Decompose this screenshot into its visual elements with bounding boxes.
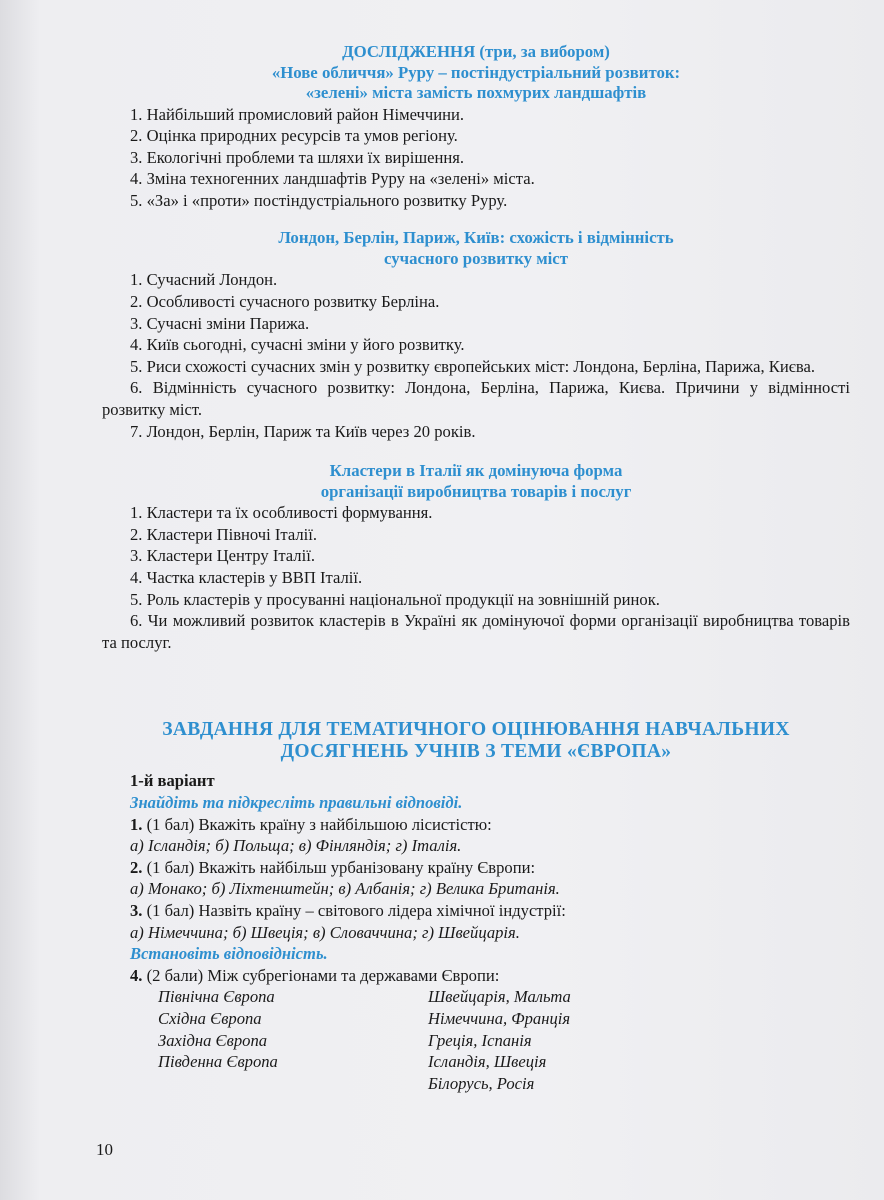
subregion-item: Північна Європа [158,987,275,1007]
variant-label: 1-й варіант [130,771,215,791]
question-1-answers: а) Ісландія; б) Польща; в) Фінляндія; г) Італія. [130,836,462,856]
list-item: 3. Екологічні проблеми та шляхи їх вирішення. [130,147,465,167]
list-item: 5. Риси схожості сучасних змін у розвитку європейських міст: Лондона, Берліна, Парижа, Києва. [130,356,815,376]
subregion-item: Східна Європа [158,1008,262,1028]
countries-item: Швейцарія, Мальта [428,987,571,1007]
title-line: Лондон, Берлін, Париж, Київ: схожість і відмінність [278,228,674,248]
question-2-answers: а) Монако; б) Ліхтенштейн; в) Албанія; г) Велика Британія. [130,879,560,899]
title-line: сучасного розвитку міст [383,248,568,268]
subregion-item: Південна Європа [158,1052,278,1072]
list-item: 4. Частка кластерів у ВВП Італії. [130,568,363,587]
list-item: 6. Відмінність сучасного розвитку: Лондона, Берліна, Парижа, Києва. Причини у відмінності розвитку міст. [102,378,850,420]
title-line: організації виробництва товарів і послуг [320,481,632,501]
section-clusters-title [102,461,850,502]
question-number: 3. [130,900,143,920]
question-text: (1 бал) Вкажіть найбільш урбанізовану країну Європи: [142,857,536,877]
list-item: 2. Кластери Півночі Італії. [130,524,318,544]
section-cities [102,228,850,442]
section-assessment [102,719,850,1094]
list-item: 1. Сучасний Лондон. [130,270,278,290]
title-line: «Нове обличчя» Руру – постіндустріальний розвиток: [271,62,681,82]
list-item: 2. Оцінка природних ресурсів та умов регіону. [130,126,458,146]
instruction-underline: Знайдіть та підкресліть правильні відповіді. [130,792,463,812]
title-line: ЗАВДАННЯ ДЛЯ ТЕМАТИЧНОГО ОЦІНЮВАННЯ НАВЧАЛЬНИХ [162,719,790,741]
countries-item: Греція, Іспанія [428,1030,532,1050]
section-ruhr-title [102,42,850,104]
section-cities-title [102,228,850,269]
instruction-match: Встановіть відповідність. [130,944,328,964]
countries-item: Німеччина, Франція [428,1008,571,1028]
question-3 [102,900,850,922]
countries-item: Білорусь, Росія [428,1073,535,1093]
section-clusters [102,461,850,653]
page-number: 10 [96,1140,113,1159]
assessment-title [102,719,850,762]
list-item: 6. Чи можливий розвиток кластерів в Україні як домінуючої форми організації виробництва товарів та послуг. [102,611,850,652]
list-item: 4. Київ сьогодні, сучасні зміни у його розвитку. [130,335,465,355]
list-item: 2. Особливості сучасного розвитку Берліна. [130,292,440,312]
question-text: (1 бал) Назвіть країну – світового лідера хімічної індустрії: [142,900,566,920]
title-line: ДОСЯГНЕНЬ УЧНІВ З ТЕМИ «ЄВРОПА» [280,740,672,762]
page-content [102,42,850,1094]
title-line: «зелені» міста замість похмурих ландшафтів [305,83,647,102]
matching-table [102,986,850,1094]
section-clusters-list [102,502,850,653]
question-3-answers: а) Німеччина; б) Швеція; в) Словаччина; г) Швейцарія. [130,922,520,942]
section-ruhr-list [102,104,850,212]
title-line: Кластери в Італії як домінуюча форма [329,461,623,481]
countries-column [428,986,698,1094]
question-number: 4. [130,965,143,985]
section-cities-list [102,269,850,442]
list-item: 3. Кластери Центру Італії. [130,546,315,566]
question-text: (2 бали) Між субрегіонами та державами Європи: [142,965,500,985]
question-1 [102,814,850,836]
subregion-item: Західна Європа [158,1030,268,1050]
list-item: 5. «За» і «проти» постіндустріального розвитку Руру. [130,190,508,210]
subregions-column [158,986,428,1094]
list-item: 5. Роль кластерів у просуванні національної продукції на зовнішній ринок. [130,589,660,609]
list-item: 3. Сучасні зміни Парижа. [130,313,310,333]
question-4 [102,965,850,987]
title-line: ДОСЛІДЖЕННЯ (три, за вибором) [342,42,610,61]
question-number: 1. [130,814,143,834]
list-item: 1. Найбільший промисловий район Німеччини. [130,104,465,124]
countries-item: Ісландія, Швеція [428,1052,547,1072]
question-2 [102,857,850,879]
list-item: 1. Кластери та їх особливості формування. [130,503,433,523]
question-text: (1 бал) Вкажіть країну з найбільшою лісистістю: [142,814,492,834]
list-item: 7. Лондон, Берлін, Париж та Київ через 20 років. [130,421,476,441]
section-ruhr [102,42,850,211]
list-item: 4. Зміна техногенних ландшафтів Руру на «зелені» міста. [130,169,535,189]
question-number: 2. [130,857,143,877]
